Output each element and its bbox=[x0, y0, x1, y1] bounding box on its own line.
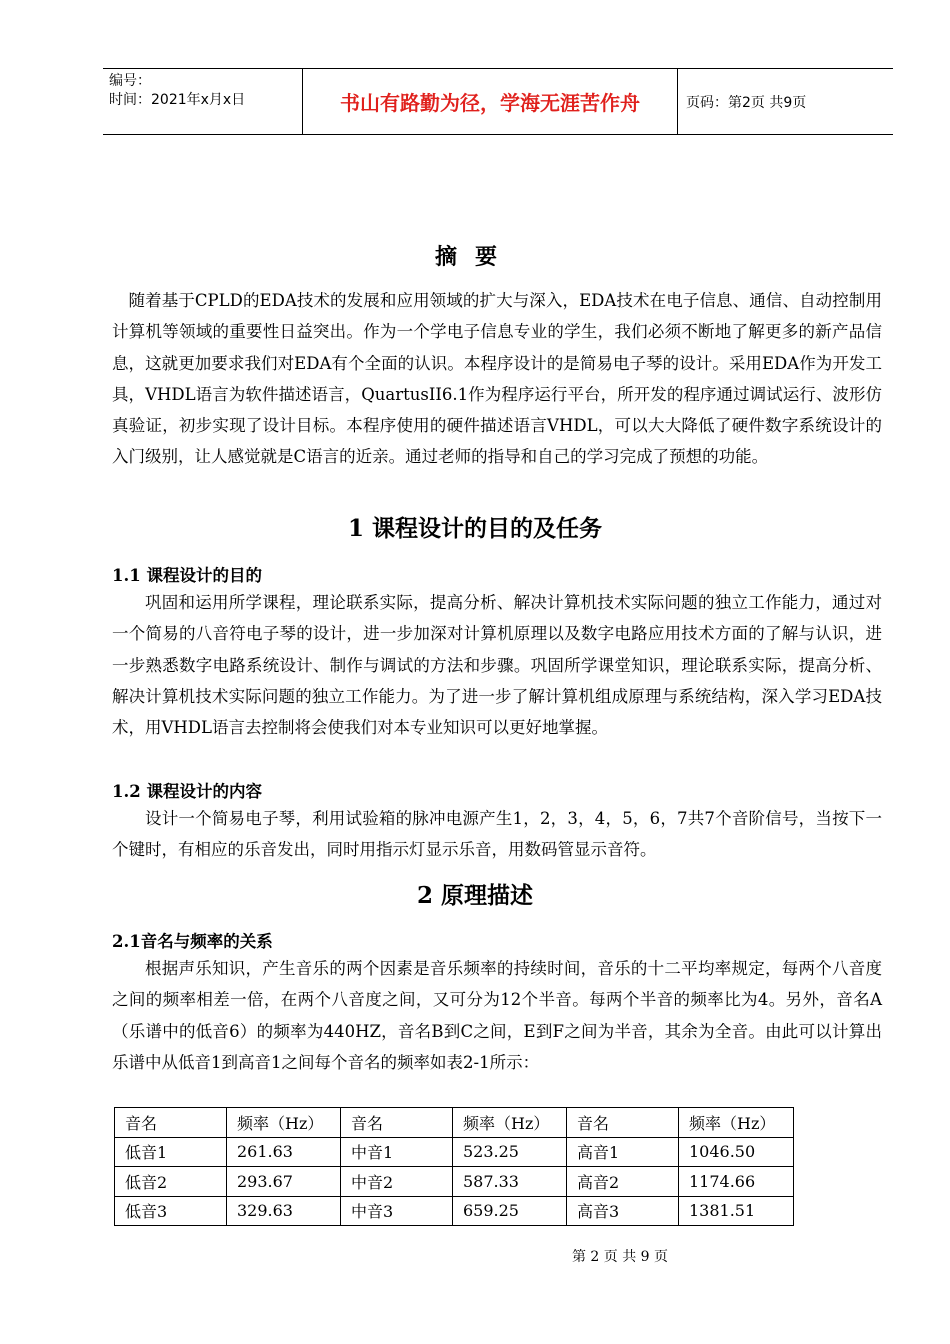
table-cell: 587.33 bbox=[453, 1167, 567, 1197]
table-row bbox=[115, 1196, 794, 1226]
table-cell: 293.67 bbox=[227, 1167, 341, 1197]
section-2-1-title: 2.1音名与频率的关系 bbox=[112, 932, 273, 951]
table-header-cell: 频率（Hz） bbox=[453, 1108, 567, 1138]
table-cell: 低音1 bbox=[115, 1137, 227, 1167]
section-2-title: 2 原理描述 bbox=[416, 882, 533, 909]
table-row bbox=[115, 1137, 794, 1167]
header-time: 时间：2021年x月x日 bbox=[109, 92, 246, 108]
table-cell: 中音2 bbox=[341, 1167, 453, 1197]
section-1-2-text: 设计一个简易电子琴，利用试验箱的脉冲电源产生1，2，3，4，5，6，7共7个音阶信号，当按下一个键时，有相应的乐音发出，同时用指示灯显示乐音，用数码管显示音符。 bbox=[112, 809, 882, 860]
table-cell: 523.25 bbox=[453, 1137, 567, 1167]
table-cell: 1174.66 bbox=[679, 1167, 794, 1197]
section-1-2-title: 1.2 课程设计的内容 bbox=[112, 782, 262, 801]
table-cell: 1046.50 bbox=[679, 1137, 794, 1167]
page-footer: 第 2 页 共 9 页 bbox=[571, 1249, 669, 1265]
header-number: 编号： bbox=[109, 73, 151, 89]
page-header bbox=[103, 68, 893, 135]
table-cell: 高音2 bbox=[567, 1167, 679, 1197]
section-1-1-text: 巩固和运用所学课程，理论联系实际，提高分析、解决计算机技术实际问题的独立工作能力，通过对一个简易的八音符电子琴的设计，进一步加深对计算机原理以及数字电路应用技术方面的了解与认识，进一步熟悉数字电路系统设计、制作与调试的方法和步骤。巩固所学课堂知识，理论联系实际，提高分析、解决计算机技术实际问题的独立工作能力。为了进一步了解计算机组成原理与系统结构，深入学习EDA技术，用VHDL语言去控制将会使我们对本专业知识可以更好地掌握。 bbox=[112, 593, 882, 738]
table-cell: 659.25 bbox=[453, 1196, 567, 1226]
table-cell: 低音2 bbox=[115, 1167, 227, 1197]
table-header-cell: 频率（Hz） bbox=[227, 1108, 341, 1138]
header-motto: 书山有路勤为径，学海无涯苦作舟 bbox=[303, 69, 678, 134]
table-cell: 中音3 bbox=[341, 1196, 453, 1226]
header-meta bbox=[103, 69, 303, 134]
table-cell: 1381.51 bbox=[679, 1196, 794, 1226]
table-header-cell: 音名 bbox=[567, 1108, 679, 1138]
table-header-cell: 音名 bbox=[115, 1108, 227, 1138]
section-1-title: 1 课程设计的目的及任务 bbox=[347, 515, 602, 542]
table-header-cell: 音名 bbox=[341, 1108, 453, 1138]
abstract-title: 摘要 bbox=[434, 244, 515, 270]
table-cell: 329.63 bbox=[227, 1196, 341, 1226]
header-page-info: 页码：第2页 共9页 bbox=[686, 94, 807, 111]
table-row bbox=[115, 1167, 794, 1197]
section-2-1-text: 根据声乐知识，产生音乐的两个因素是音乐频率的持续时间，音乐的十二平均率规定，每两个八音度之间的频率相差一倍，在两个八音度之间，又可分为12个半音。每两个半音的频率比为4。另外，音名A（乐谱中的低音6）的频率为440HZ，音名B到C之间，E到F之间为半音，其余为全音。由此可以计算出乐谱中从低音1到高音1之间每个音名的频率如表2-1所示： bbox=[112, 959, 882, 1072]
table-header-cell: 频率（Hz） bbox=[679, 1108, 794, 1138]
section-1-1-title: 1.1 课程设计的目的 bbox=[112, 566, 262, 585]
frequency-table bbox=[114, 1107, 794, 1226]
table-cell: 高音3 bbox=[567, 1196, 679, 1226]
abstract-text: 随着基于CPLD的EDA技术的发展和应用领域的扩大与深入，EDA技术在电子信息、通信、自动控制用计算机等领域的重要性日益突出。作为一个学电子信息专业的学生，我们必须不断地了解更多的新产品信息，这就更加要求我们对EDA有个全面的认识。本程序设计的是简易电子琴的设计。采用EDA作为开发工具，VHDL语言为软件描述语言，QuartusII6.1作为程序运行平台，所开发的程序通过调试运行、波形仿真验证，初步实现了设计目标。本程序使用的硬件描述语言VHDL，可以大大降低了硬件数字系统设计的入门级别，让人感觉就是C语言的近亲。通过老师的指导和自己的学习完成了预想的功能。 bbox=[112, 291, 882, 467]
table-header-row bbox=[115, 1108, 794, 1138]
table-cell: 中音1 bbox=[341, 1137, 453, 1167]
table-cell: 261.63 bbox=[227, 1137, 341, 1167]
table-cell: 低音3 bbox=[115, 1196, 227, 1226]
table-cell: 高音1 bbox=[567, 1137, 679, 1167]
